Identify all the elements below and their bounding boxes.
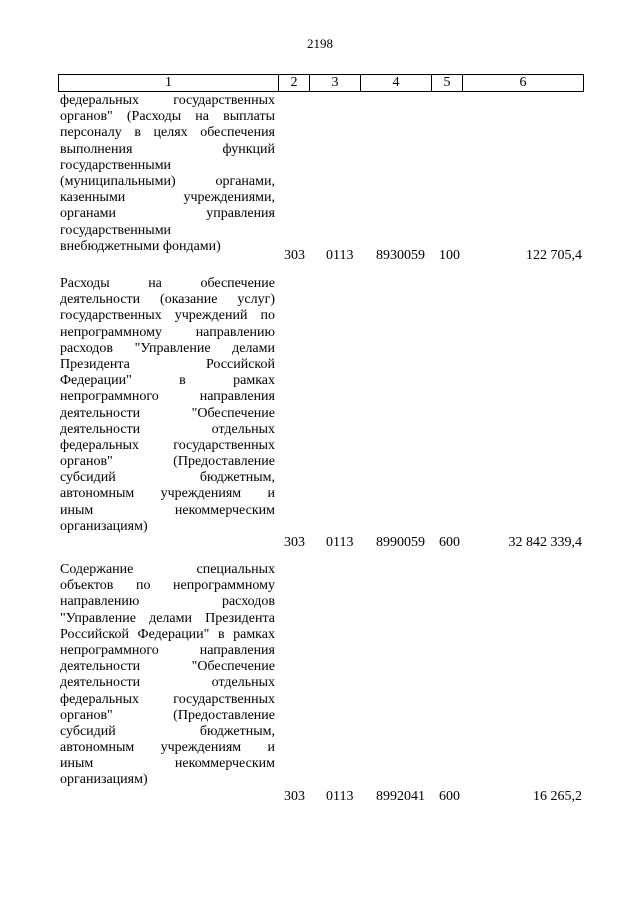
cell-col6: 122 705,4 [526, 248, 582, 263]
description-line: объектов по непрограммному [60, 578, 275, 594]
description-line: иным некоммерческим [60, 756, 275, 772]
description-line: государственными [60, 157, 172, 173]
description-line: деятельности (оказание услуг) [60, 292, 275, 308]
description-line: органов" (Расходы на выплаты [60, 109, 275, 125]
description-line: государственными [60, 222, 172, 238]
description-line: расходов "Управление делами [60, 340, 275, 356]
description-line: деятельности "Обеспечение [60, 659, 275, 675]
description-line: Содержание специальных [60, 562, 275, 577]
column-header-row [59, 75, 584, 92]
cell-col3: 0113 [326, 789, 354, 804]
column-header-2: 2 [279, 75, 310, 92]
column-header-5: 5 [432, 75, 463, 92]
column-header-1: 1 [59, 75, 279, 92]
cell-col3: 0113 [326, 248, 354, 263]
description-line: государственных учреждений по [60, 308, 275, 324]
cell-col5: 100 [439, 248, 460, 263]
description-line: автономным учреждениям и [60, 486, 275, 502]
description-line: деятельности отдельных [60, 675, 275, 691]
description-line: иным некоммерческим [60, 502, 275, 518]
description-line: Президента Российской [60, 356, 275, 372]
cell-col5: 600 [439, 789, 460, 804]
description-line: субсидий бюджетным, [60, 723, 275, 739]
column-header-table [58, 74, 584, 92]
description-line: Российской Федерации" в рамках [60, 626, 275, 642]
row-description [60, 276, 275, 535]
description-line: субсидий бюджетным, [60, 470, 275, 486]
description-line: деятельности "Обеспечение [60, 405, 275, 421]
description-line: федеральных государственных [60, 93, 275, 108]
description-line: казенными учреждениями, [60, 190, 275, 206]
description-line: направлению расходов [60, 594, 275, 610]
column-header-4: 4 [361, 75, 432, 92]
row-description [60, 562, 275, 789]
description-line: (муниципальными) органами, [60, 173, 275, 189]
cell-col6: 16 265,2 [533, 789, 582, 804]
description-line: Федерации" в рамках [60, 373, 275, 389]
description-line: органами управления [60, 206, 275, 222]
description-line: организациям) [60, 772, 148, 788]
description-line: непрограммному направлению [60, 324, 275, 340]
description-line: автономным учреждениям и [60, 740, 275, 756]
description-line: выполнения функций [60, 141, 275, 157]
description-line: федеральных государственных [60, 691, 275, 707]
cell-col2: 303 [284, 248, 305, 263]
cell-col6: 32 842 339,4 [508, 535, 582, 550]
cell-col4: 8990059 [376, 535, 425, 550]
description-line: органов" (Предоставление [60, 454, 275, 470]
description-line: непрограммного направления [60, 642, 275, 658]
row-description [60, 93, 275, 255]
column-header-3: 3 [310, 75, 361, 92]
page-number: 2198 [307, 36, 333, 51]
column-header-6: 6 [463, 75, 584, 92]
description-line: внебюджетными фондами) [60, 238, 221, 254]
cell-col5: 600 [439, 535, 460, 550]
description-line: органов" (Предоставление [60, 707, 275, 723]
cell-col2: 303 [284, 789, 305, 804]
cell-col4: 8992041 [376, 789, 425, 804]
cell-col4: 8930059 [376, 248, 425, 263]
description-line: организациям) [60, 518, 148, 534]
description-line: федеральных государственных [60, 437, 275, 453]
description-line: "Управление делами Президента [60, 610, 275, 626]
description-line: непрограммного направления [60, 389, 275, 405]
description-line: персоналу в целях обеспечения [60, 125, 275, 141]
description-line: деятельности отдельных [60, 421, 275, 437]
cell-col3: 0113 [326, 535, 354, 550]
description-line: Расходы на обеспечение [60, 276, 275, 291]
cell-col2: 303 [284, 535, 305, 550]
